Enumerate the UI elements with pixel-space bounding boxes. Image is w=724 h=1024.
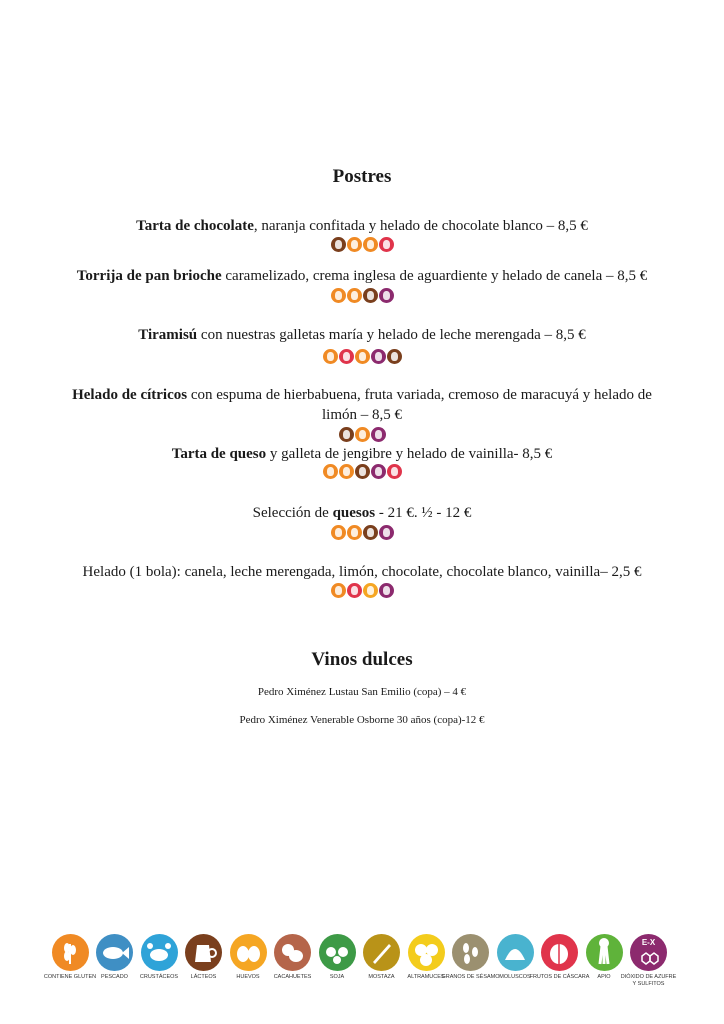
contiene-gluten-icon bbox=[347, 525, 362, 540]
contiene-gluten-icon bbox=[323, 349, 338, 364]
dish-item bbox=[50, 216, 674, 236]
lacteos-icon bbox=[387, 349, 402, 364]
fish-icon bbox=[96, 934, 133, 971]
dish-name: Helado de cítricos bbox=[72, 387, 188, 403]
contiene-gluten-icon bbox=[363, 237, 378, 252]
dioxido-de-azufre-icon bbox=[379, 288, 394, 303]
sulphite-icon bbox=[630, 934, 667, 971]
legend-label: DIÓXIDO DE AZUFRE Y SULFITOS bbox=[620, 974, 677, 987]
contiene-gluten-icon bbox=[347, 237, 362, 252]
frutos-de-cascara-icon bbox=[379, 237, 394, 252]
frutos-de-cascara-icon bbox=[387, 464, 402, 479]
eggs-icon bbox=[230, 934, 267, 971]
allergen-icons bbox=[0, 583, 724, 598]
dish-description: con nuestras galletas maría y helado de leche merengada – 8,5 € bbox=[197, 327, 586, 343]
allergen-legend bbox=[43, 934, 680, 994]
lacteos-icon bbox=[339, 427, 354, 442]
dish-name: Tarta de chocolate bbox=[136, 218, 254, 234]
section-title-vinos-dulces: Vinos dulces bbox=[311, 649, 413, 670]
celery-icon bbox=[586, 934, 623, 971]
legend-label: ALTRAMUCES bbox=[407, 974, 445, 980]
sulphite-badge-text: E-X bbox=[641, 938, 656, 947]
dish-item bbox=[50, 325, 674, 345]
allergen-icons bbox=[0, 427, 724, 442]
legend-label: HUEVOS bbox=[236, 974, 260, 980]
lacteos-icon bbox=[363, 525, 378, 540]
dish-item bbox=[50, 562, 674, 582]
allergen-icons bbox=[0, 288, 724, 303]
dish-name: Tiramisú bbox=[138, 327, 198, 343]
legend-label: FRUTOS DE CÁSCARA bbox=[529, 974, 590, 980]
allergen-icons bbox=[0, 464, 724, 479]
crab-icon bbox=[141, 934, 178, 971]
dioxido-de-azufre-icon bbox=[371, 349, 386, 364]
shell-icon bbox=[497, 934, 534, 971]
lupin-icon bbox=[408, 934, 445, 971]
contiene-gluten-icon bbox=[339, 464, 354, 479]
frutos-de-cascara-icon bbox=[347, 583, 362, 598]
contiene-gluten-icon bbox=[323, 464, 338, 479]
legend-label: PESCADO bbox=[101, 974, 128, 980]
dish-description: y galleta de jengibre y helado de vainilla- 8,5 € bbox=[266, 446, 553, 462]
dish-description: caramelizado, crema inglesa de aguardiente y helado de canela – 8,5 € bbox=[221, 268, 648, 284]
dish-name: Torrija de pan brioche bbox=[76, 268, 222, 284]
contiene-gluten-icon bbox=[331, 583, 346, 598]
huevos-icon bbox=[363, 583, 378, 598]
frutos-de-cascara-icon bbox=[339, 349, 354, 364]
lacteos-icon bbox=[363, 288, 378, 303]
legend-label: MOSTAZA bbox=[368, 974, 395, 980]
legend-label: APIO bbox=[597, 974, 611, 980]
sesame-icon bbox=[452, 934, 489, 971]
lacteos-icon bbox=[355, 464, 370, 479]
dioxido-de-azufre-icon bbox=[371, 464, 386, 479]
dish-prefix: Selección de bbox=[252, 505, 333, 521]
dish-name: quesos bbox=[332, 505, 376, 521]
dish-description: con espuma de hierbabuena, fruta variada, cremoso de maracuyá y helado de limón – 8,5 € bbox=[187, 387, 652, 423]
dioxido-de-azufre-icon bbox=[371, 427, 386, 442]
legend-label: CONTIENE GLUTEN bbox=[43, 974, 97, 980]
legend-label: SOJA bbox=[329, 974, 345, 980]
dish-description: - 21 €. ½ - 12 € bbox=[375, 505, 472, 521]
wine-item: Pedro Ximénez Venerable Osborne 30 años (copa)-12 € bbox=[239, 714, 485, 726]
dish-item bbox=[60, 385, 664, 425]
legend-label: CACAHUETES bbox=[273, 974, 312, 980]
legend-label: MOLUSCOS bbox=[499, 974, 531, 980]
contiene-gluten-icon bbox=[331, 288, 346, 303]
section-title-postres: Postres bbox=[332, 166, 392, 187]
legend-label: CRUSTÁCEOS bbox=[139, 974, 179, 980]
nut-icon bbox=[541, 934, 578, 971]
legend-label: GRANOS DE SÉSAMO bbox=[441, 974, 500, 980]
allergen-icons bbox=[0, 525, 724, 540]
wheat-icon bbox=[52, 934, 89, 971]
contiene-gluten-icon bbox=[355, 349, 370, 364]
legend-item-dioxido-de-azufre bbox=[620, 934, 677, 988]
lacteos-icon bbox=[331, 237, 346, 252]
contiene-gluten-icon bbox=[331, 525, 346, 540]
allergen-icons bbox=[0, 237, 724, 252]
dish-item bbox=[50, 444, 674, 464]
contiene-gluten-icon bbox=[355, 427, 370, 442]
soy-icon bbox=[319, 934, 356, 971]
dish-item bbox=[50, 266, 674, 286]
allergen-icons bbox=[0, 349, 724, 364]
dish-item bbox=[50, 503, 674, 523]
wine-item: Pedro Ximénez Lustau San Emilio (copa) – 4 € bbox=[257, 686, 467, 698]
peanut-icon bbox=[274, 934, 311, 971]
mustard-icon bbox=[363, 934, 400, 971]
dioxido-de-azufre-icon bbox=[379, 583, 394, 598]
dish-description: , naranja confitada y helado de chocolate blanco – 8,5 € bbox=[253, 218, 588, 234]
legend-label: LÁCTEOS bbox=[190, 974, 217, 980]
contiene-gluten-icon bbox=[347, 288, 362, 303]
milk-jug-icon bbox=[185, 934, 222, 971]
dish-name: Tarta de queso bbox=[171, 446, 267, 462]
dish-prefix: Helado (1 bola): canela, leche merengada, limón, chocolate, chocolate blanco, vainilla– 2,5 € bbox=[82, 564, 642, 580]
dioxido-de-azufre-icon bbox=[379, 525, 394, 540]
